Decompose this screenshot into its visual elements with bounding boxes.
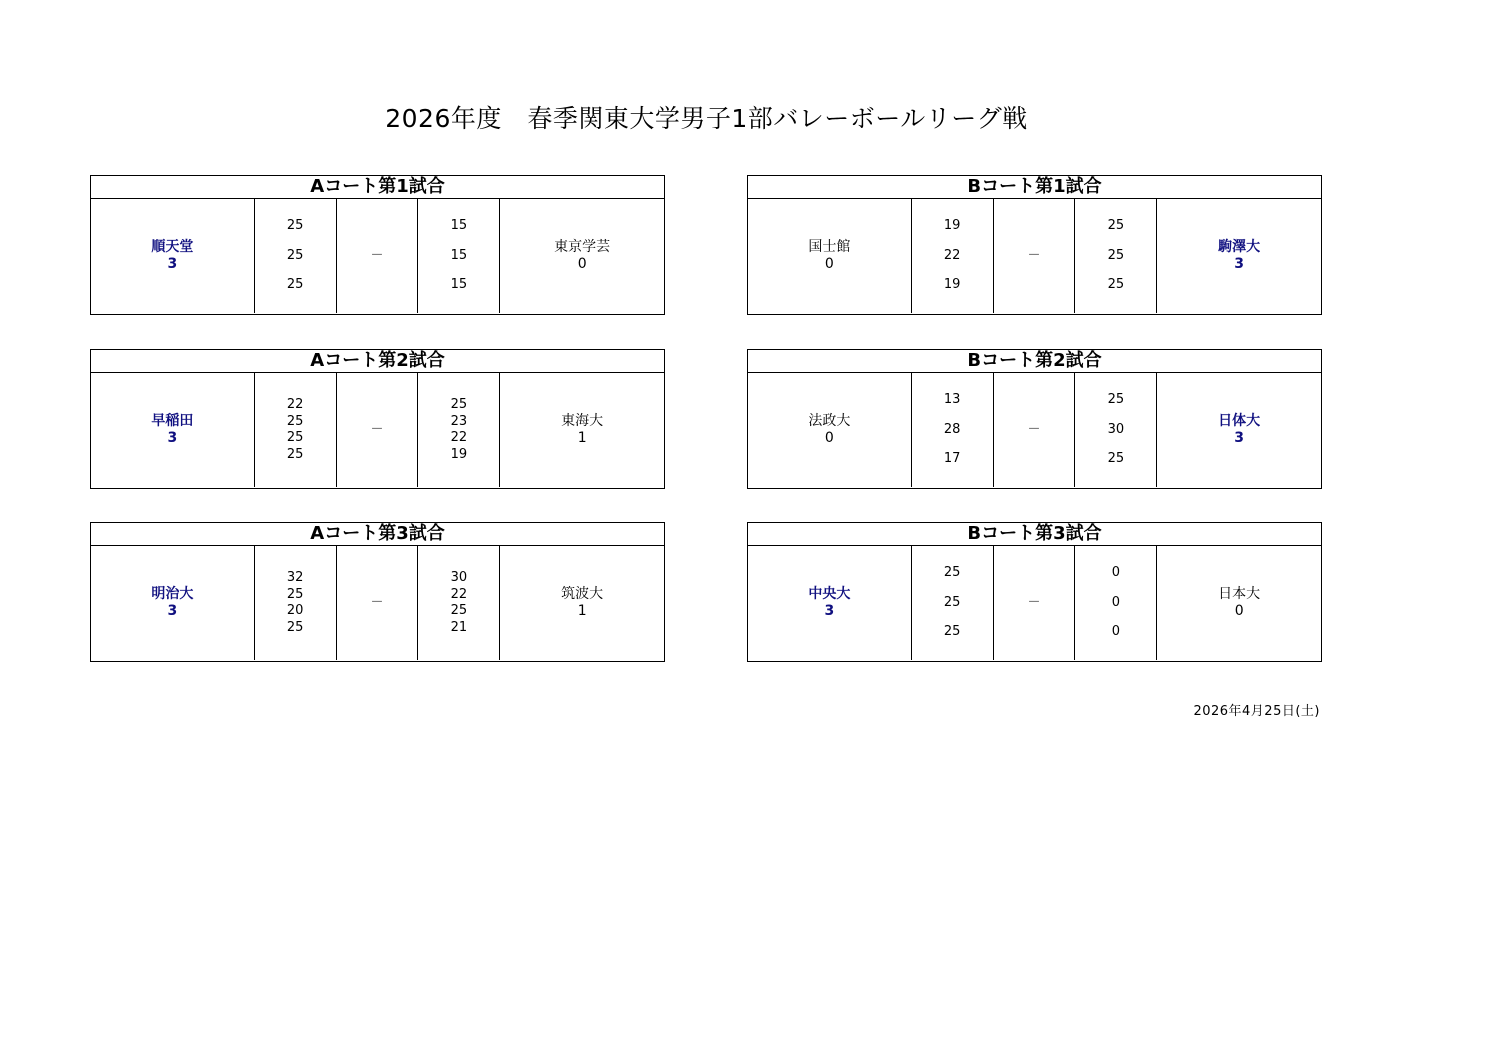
left-set-scores (912, 546, 994, 660)
team-left (91, 546, 255, 660)
set-score: 25 (1107, 392, 1125, 408)
team-sets-won: 3 (167, 430, 178, 446)
set-score: 25 (286, 413, 304, 429)
left-set-scores (255, 199, 337, 313)
score-separator: － (370, 422, 384, 437)
match-header: Bコート第3試合 (748, 523, 1321, 546)
set-score: 25 (1107, 218, 1125, 234)
match-card-b1 (747, 175, 1322, 315)
set-score: 25 (1107, 451, 1125, 467)
team-name: 日本大 (1218, 586, 1261, 602)
team-sets-won: 0 (824, 256, 834, 272)
separator-cell (994, 373, 1076, 487)
set-score: 25 (286, 247, 304, 263)
team-left (91, 373, 255, 487)
set-score: 22 (286, 397, 304, 412)
team-name: 筑波大 (561, 586, 604, 602)
set-score: 0 (1111, 624, 1120, 640)
right-set-scores (1075, 373, 1157, 487)
team-name: 東海大 (561, 413, 604, 429)
separator-cell (994, 546, 1076, 660)
set-score: 25 (286, 446, 304, 462)
team-right (500, 199, 664, 313)
match-card-a3 (90, 522, 665, 662)
set-score: 25 (286, 277, 304, 293)
team-sets-won: 3 (167, 256, 178, 272)
team-left (748, 373, 912, 487)
team-sets-won: 3 (1234, 256, 1245, 272)
set-score: 32 (286, 570, 304, 585)
match-header: Aコート第2試合 (91, 350, 664, 373)
team-sets-won: 0 (824, 430, 834, 446)
left-set-scores (912, 199, 994, 313)
team-right (1157, 546, 1321, 660)
set-score: 13 (943, 392, 961, 408)
right-set-scores (418, 373, 500, 487)
team-sets-won: 1 (577, 603, 587, 619)
team-left (91, 199, 255, 313)
team-right (1157, 199, 1321, 313)
left-set-scores (255, 546, 337, 660)
match-date: 2026年4月25日(土) (1193, 704, 1320, 719)
match-card-b3 (747, 522, 1322, 662)
team-name: 中央大 (808, 586, 851, 602)
set-score: 28 (943, 421, 961, 437)
set-score: 19 (943, 218, 961, 234)
set-score: 22 (450, 586, 468, 602)
right-set-scores (418, 546, 500, 660)
right-set-scores (418, 199, 500, 313)
match-card-b2 (747, 349, 1322, 489)
team-left (748, 199, 912, 313)
separator-cell (337, 546, 419, 660)
set-score: 25 (286, 586, 304, 602)
set-score: 21 (450, 619, 468, 635)
set-score: 22 (943, 247, 961, 263)
set-score: 25 (286, 619, 304, 635)
set-score: 25 (943, 565, 961, 581)
match-card-a1 (90, 175, 665, 315)
set-score: 0 (1111, 594, 1120, 610)
set-score: 19 (943, 277, 961, 293)
set-score: 25 (943, 594, 961, 610)
set-score: 25 (450, 397, 468, 412)
team-sets-won: 0 (577, 256, 587, 272)
left-set-scores (912, 373, 994, 487)
match-header: Bコート第2試合 (748, 350, 1321, 373)
team-sets-won: 1 (577, 430, 587, 446)
score-separator: － (1027, 595, 1041, 610)
set-score: 25 (1107, 247, 1125, 263)
set-score: 25 (1107, 277, 1125, 293)
set-score: 30 (450, 570, 468, 585)
set-score: 25 (286, 218, 304, 234)
page-title: 2026年度 春季関東大学男子1部バレーボールリーグ戦 (385, 104, 1028, 133)
score-separator: － (1027, 422, 1041, 437)
match-card-a2 (90, 349, 665, 489)
set-score: 20 (286, 603, 304, 618)
team-name: 東京学芸 (554, 239, 611, 255)
set-score: 15 (450, 277, 468, 293)
right-set-scores (1075, 546, 1157, 660)
team-name: 明治大 (151, 586, 194, 602)
team-name: 駒澤大 (1218, 239, 1261, 255)
team-right (500, 373, 664, 487)
team-left (748, 546, 912, 660)
team-name: 日体大 (1218, 413, 1261, 429)
separator-cell (337, 199, 419, 313)
team-name: 法政大 (808, 413, 851, 429)
set-score: 23 (450, 413, 468, 429)
team-sets-won: 3 (1234, 430, 1245, 446)
right-set-scores (1075, 199, 1157, 313)
team-sets-won: 0 (1234, 603, 1244, 619)
team-sets-won: 3 (167, 603, 178, 619)
team-right (1157, 373, 1321, 487)
match-header: Aコート第1試合 (91, 176, 664, 199)
separator-cell (337, 373, 419, 487)
team-name: 早稲田 (151, 413, 194, 429)
set-score: 17 (943, 451, 961, 467)
score-separator: － (370, 248, 384, 263)
set-score: 25 (450, 603, 468, 618)
set-score: 25 (286, 430, 304, 445)
set-score: 19 (450, 446, 468, 462)
set-score: 30 (1107, 421, 1125, 437)
team-name: 国士館 (808, 239, 851, 255)
left-set-scores (255, 373, 337, 487)
match-header: Aコート第3試合 (91, 523, 664, 546)
team-sets-won: 3 (824, 603, 835, 619)
team-right (500, 546, 664, 660)
set-score: 0 (1111, 565, 1120, 581)
team-name: 順天堂 (151, 239, 194, 255)
separator-cell (994, 199, 1076, 313)
match-header: Bコート第1試合 (748, 176, 1321, 199)
set-score: 15 (450, 218, 468, 234)
set-score: 25 (943, 624, 961, 640)
score-separator: － (1027, 248, 1041, 263)
score-separator: － (370, 595, 384, 610)
set-score: 15 (450, 247, 468, 263)
set-score: 22 (450, 430, 468, 445)
